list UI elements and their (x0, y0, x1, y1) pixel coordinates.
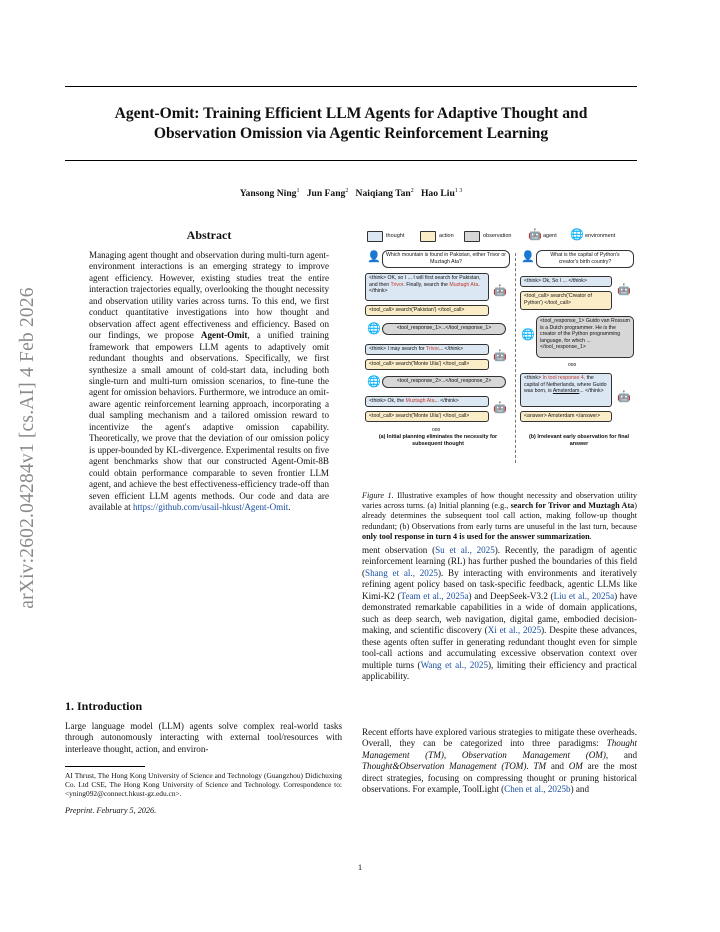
globe-icon: 🌐 (367, 376, 381, 388)
thought-box: <think> I may search for Trivor... </think> (365, 344, 489, 355)
observation-box: <tool_response_1>...</tool_response_1> (382, 323, 506, 335)
ellipsis-dots: ooo (568, 362, 577, 368)
observation-box: <tool_response_2>...</tool_response_2> (382, 376, 506, 388)
title-line-2: Observation Omission via Agentic Reinforcement Learning (153, 125, 549, 142)
affiliation-mark: 2 (410, 188, 414, 194)
abstract-heading: Abstract (186, 228, 232, 242)
thought-box: <think> Ok, So I ... </think> (520, 276, 612, 287)
author: Naiqiang Tan (355, 188, 411, 200)
question-right: What is the capital of Python's creator's birth country? (536, 250, 634, 268)
subcaption-a: (a) Initial planning eliminates the necessity for subsequent thought (378, 434, 498, 447)
legend-observation-swatch (464, 231, 480, 242)
action-box: <tool_call> search('Creator of Python') </tool_call> (520, 291, 612, 310)
paper-title (65, 104, 637, 144)
abstract-text: Managing agent thought and observation during multi-turn agent-environment interactions is an emerging strategy to improve agent efficiency. However, existing studies treat the entire interaction trajectories equally, overlooking the thought necessity and observation utility varies across turns. To this end, we first conduct quantitative investigations into how thought and observation affect agent effectiveness and efficiency. Based on our findings, we propose Agent-Omit, a unified training framework that empowers LLM agents to adaptively omit redundant thoughts and observations. Specifically, we first synthesize a small amount of cold-start data, including both single-turn and multi-turn omission scenarios, to fine-tune the agent for omission behaviors. Furthermore, we introduce an omit-aware agentic reinforcement learning approach, incorporating a dual sampling mechanism and a tailored omission reward to incentivize the agent's adaptive omission capability. Theoretically, we prove that the deviation of our omission policy is upper-bounded by KL-divergence. Experimental results on five agent benchmarks show that our constructed Agent-Omit-8B could obtain performance comparable to seven frontier LLM agent, and achieve the best effectiveness-efficiency trade-off than seven efficient LLM agents methods. Our code and data are available at https://github.com/usail-hkust/Agent-Omit. (89, 250, 329, 512)
ellipsis-dots: ooo (432, 427, 441, 433)
footnote-rule (65, 766, 145, 767)
robot-icon: 🤖 (493, 285, 507, 297)
legend-thought: thought (386, 233, 405, 239)
observation-box: <tool_response_1> Guido van Rossum is a Dutch programmer. He is the creator of the Python programming language, for which ...</tool_response_1> (536, 316, 634, 358)
user-icon: 👤 (521, 251, 535, 263)
legend-observation: observation (483, 233, 512, 239)
robot-icon: 🤖 (528, 229, 542, 241)
arxiv-identifier: arXiv:2602.04284v1 [cs.AI] 4 Feb 2026 (17, 287, 38, 609)
globe-icon: 🌐 (570, 229, 584, 241)
robot-icon: 🤖 (617, 391, 631, 403)
action-box: <tool_call> search('Monte Ulia') </tool_call> (365, 411, 489, 422)
panel-divider (515, 253, 516, 463)
action-box: <tool_call> search('Pakistan') </tool_call> (365, 305, 489, 316)
author: Yansong Ning (239, 188, 297, 200)
legend-action: action (439, 233, 454, 239)
thought-box: <think> OK, so I ... I will first search for Pakistan, and then Trivor. Finally, search the Muztagh Ata. </think> (365, 273, 489, 301)
thought-box: <think> Ok, the Muztagh Ata... </think> (365, 396, 489, 407)
affiliation-footnote: AI Thrust, The Hong Kong University of Science and Technology (Guangzhou) Didichuxing Co. Ltd CSE, The Hong Kong University of Science and Technology. Correspondence to: <yning092@connect.hkust-gz.edu.cn>. (65, 771, 342, 798)
author: Hao Liu (420, 188, 455, 200)
affiliation-mark: 2 (345, 188, 349, 194)
figure-caption: Figure 1. Illustrative examples of how thought necessity and observation utility varies across turns. (a) Initial planning (e.g., search for Trivor and Muztagh Ata) already determines the subsequent tool call action, making follow-up thought redundant; (b) Observations from early turns are unuseful in the last turn, because only tool response in turn 4 is used for the answer summarization. (362, 491, 638, 541)
user-icon: 👤 (367, 251, 381, 263)
body-paragraph-1: ment observation (Su et al., 2025). Recently, the paradigm of agentic reinforcement learning (RL) has further pushed the boundaries of this field (Shang et al., 2025). By interacting with environments and iteratively refining agent policy based on task-specific feedback, agentic LLMs like Kimi-K2 (Team et al., 2025a) and DeepSeek-V3.2 (Liu et al., 2025a) have demonstrated remarkable capabilities in a wide of domain applications, such as deep search, web navigation, digital game, embodied decision-making, and scientific discovery (Xi et al., 2025). Despite these advances, these agents often suffer in generating redundant thought even for simple tool-call actions and accumulating excessive observation context over multiple turns (Wang et al., 2025), limiting their efficiency and practical applicability. (362, 545, 637, 681)
legend-environment: environment (585, 233, 616, 239)
preprint-date: Preprint. February 5, 2026. (65, 806, 157, 815)
affiliation-mark: 1 (296, 188, 300, 194)
question-left: Which mountain is found in Pakistan, either Trivor or Muztagh Ata? (382, 250, 510, 268)
robot-icon: 🤖 (493, 350, 507, 362)
subcaption-b: (b) Irrelevant early observation for final answer (528, 434, 630, 447)
robot-icon: 🤖 (493, 402, 507, 414)
answer-box: <answer> Amsterdam </answer> (520, 411, 612, 422)
author-list (65, 188, 637, 199)
legend-action-swatch (420, 231, 436, 242)
legend-agent: agent (543, 233, 557, 239)
introduction-heading: 1. Introduction (65, 699, 143, 713)
action-box: <tool_call> search('Monte Ulia') </tool_call> (365, 359, 489, 370)
robot-icon: 🤖 (617, 284, 631, 296)
globe-icon: 🌐 (521, 329, 535, 341)
affiliation-mark: 1 3 (454, 188, 463, 194)
author: Jun Fang (306, 188, 346, 200)
body-paragraph-2: Recent efforts have explored various strategies to mitigate these overheads. Overall, they can be categorized into three paradigms: Thought Management (TM), Observation Management (OM), and Thought&Observation Management (TOM). TM and OM are the most direct strategies, focusing on compressing thought or pruning historical observations. For example, ToolLight (Chen et al., 2025b) and (362, 727, 638, 795)
title-line-1: Agent-Omit: Training Efficient LLM Agents for Adaptive Thought and (114, 105, 588, 122)
introduction-text: Large language model (LLM) agents solve complex real-world tasks through autonomously interacting with external tool/resources with interleave thought, action, and environ- (65, 721, 342, 754)
legend-thought-swatch (367, 231, 383, 242)
globe-icon: 🌐 (367, 323, 381, 335)
top-rule (65, 86, 637, 87)
bottom-rule (65, 160, 637, 161)
thought-box: <think> In tool response 4, the capital of Netherlands, where Guido was born, is Amsterdam... </think> (520, 373, 612, 407)
page-number: 1 (357, 862, 363, 872)
